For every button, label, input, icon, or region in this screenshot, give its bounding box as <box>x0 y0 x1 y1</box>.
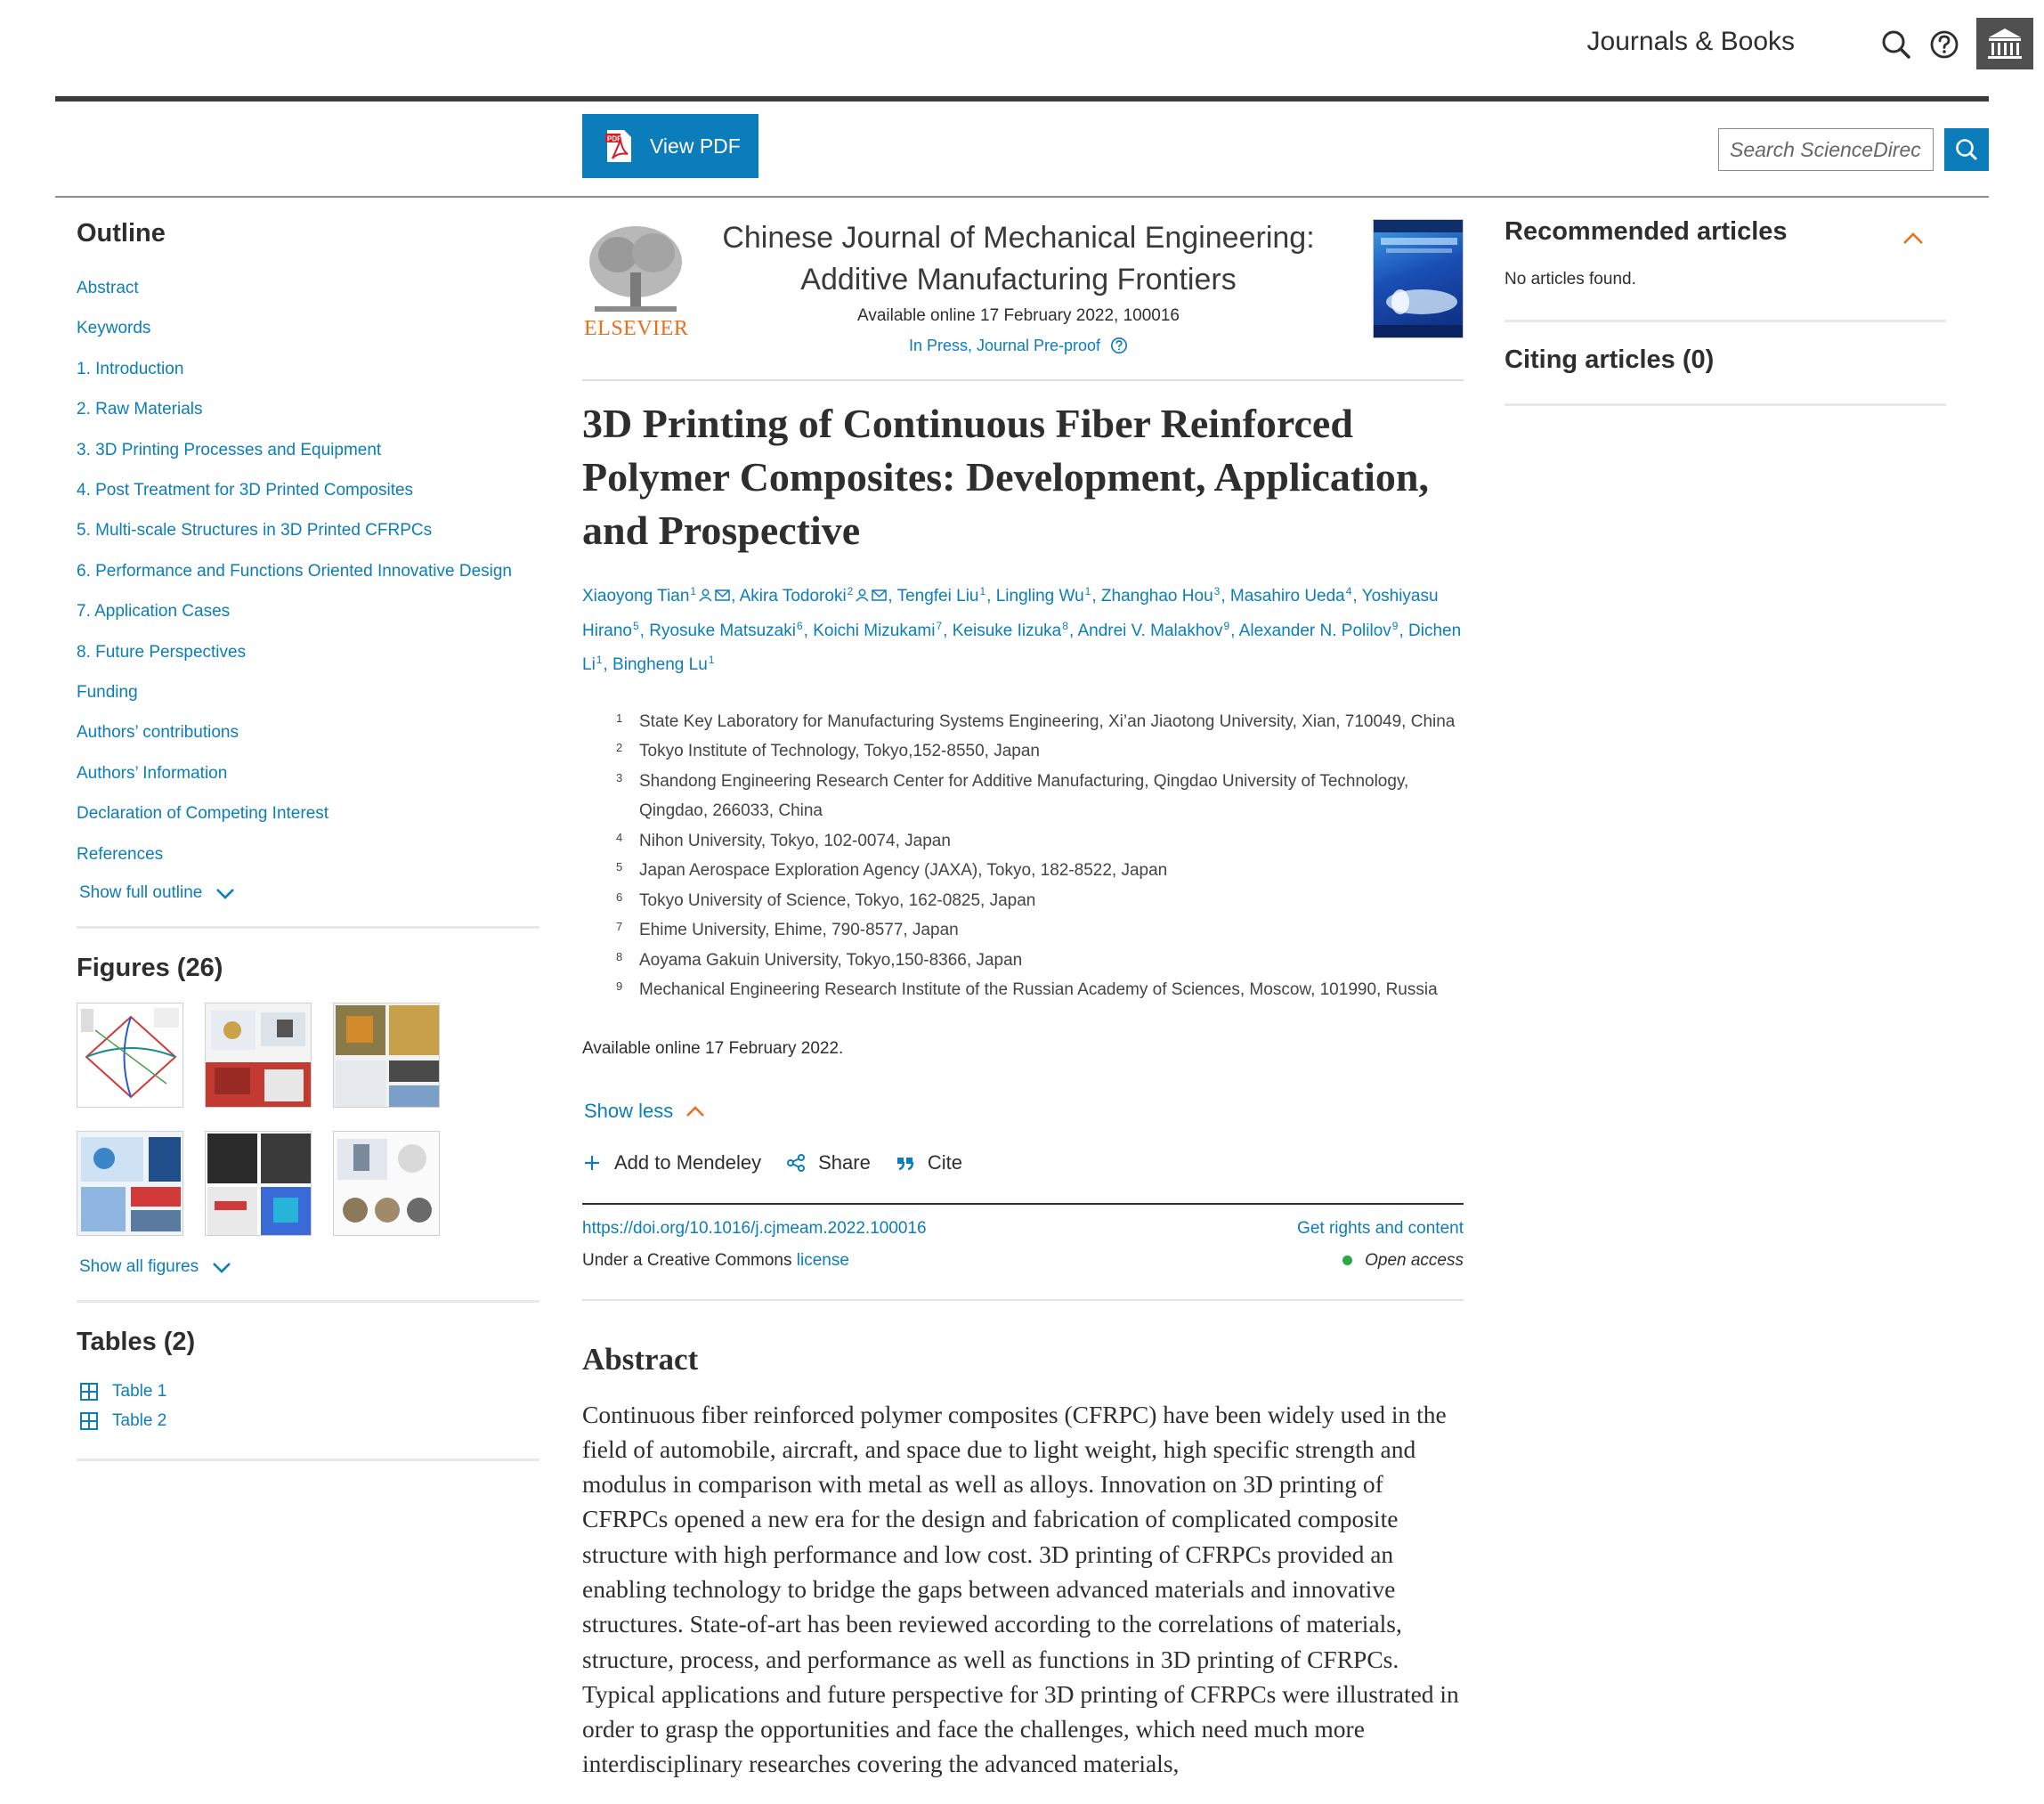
show-less-label: Show less <box>584 1099 674 1122</box>
figure-thumbnail[interactable] <box>333 1131 440 1236</box>
outline-list <box>77 268 539 874</box>
affiliation-ref[interactable]: 5 <box>632 619 639 632</box>
sidebar-divider <box>77 1300 539 1303</box>
abstract-heading: Abstract <box>582 1341 699 1377</box>
show-less-button[interactable] <box>582 1100 1464 1123</box>
institution-button[interactable] <box>1976 18 2033 69</box>
quote-icon <box>896 1153 915 1173</box>
affiliation-item <box>616 856 1464 886</box>
affiliation-number: 2 <box>616 741 623 754</box>
author-link[interactable]: Zhanghao Hou <box>1100 587 1213 605</box>
affiliation-ref[interactable]: 1 <box>690 585 697 597</box>
journal-status-label: In Press, Journal Pre-proof <box>908 337 1101 354</box>
affiliation-text: Mechanical Engineering Research Institute of the Russian Academy of Sciences, Moscow, 101990, Russia <box>639 980 1438 999</box>
open-access-label: Open access <box>1365 1250 1464 1270</box>
svg-text:PDF: PDF <box>607 134 621 143</box>
affiliation-ref[interactable]: 6 <box>796 619 803 632</box>
figure-test-image <box>334 1132 440 1236</box>
author-link[interactable]: Yoshiyasu Hirano <box>582 587 1439 640</box>
author-link[interactable]: Bingheng Lu <box>612 655 708 674</box>
affiliation-item <box>616 886 1464 916</box>
email-icon[interactable] <box>715 589 730 602</box>
journal-title-link[interactable]: Chinese Journal of Mechanical Engineering: Additive Manufacturing Frontiers <box>722 221 1315 297</box>
affiliation-number: 7 <box>616 920 623 933</box>
affiliation-text: Nihon University, Tokyo, 102-0074, Japan <box>639 831 951 850</box>
article-main <box>582 217 1464 1782</box>
open-access-badge <box>1342 1251 1464 1271</box>
outline-item[interactable]: 4. Post Treatment for 3D Printed Composites <box>77 481 414 500</box>
journal-divider <box>582 379 1464 381</box>
affiliation-number: 5 <box>616 860 623 874</box>
affiliation-text: Aoyama Gakuin University, Tokyo,150-8366, Japan <box>639 950 1023 970</box>
affiliation-list <box>582 707 1464 1005</box>
institution-icon <box>1976 18 2033 69</box>
chevron-up-icon[interactable] <box>1902 232 1925 246</box>
outline-item[interactable]: 7. Application Cases <box>77 602 231 622</box>
author-link[interactable]: Keisuke Iizuka <box>952 621 1062 640</box>
table-link-1[interactable] <box>77 1377 539 1406</box>
table-link-label: Table 1 <box>112 1381 167 1401</box>
header-divider <box>55 96 1989 102</box>
license-statement <box>582 1251 849 1271</box>
affiliation-item <box>616 946 1464 976</box>
doi-row <box>582 1219 1464 1239</box>
outline-item[interactable]: 8. Future Perspectives <box>77 642 247 662</box>
figure-thumbnail[interactable] <box>205 1003 312 1108</box>
figure-thumbnail[interactable] <box>205 1131 312 1236</box>
author-link[interactable]: Xiaoyong Tian <box>582 587 690 605</box>
affiliation-ref[interactable]: 7 <box>936 619 943 632</box>
affiliation-ref[interactable]: 2 <box>847 585 854 597</box>
affiliation-ref[interactable]: 4 <box>1345 585 1352 597</box>
show-full-outline-label: Show full outline <box>79 883 203 903</box>
journal-header <box>582 217 1464 381</box>
outline-item[interactable]: Keywords <box>77 319 151 338</box>
journal-status[interactable] <box>707 337 1330 355</box>
affiliation-text: Ehime University, Ehime, 790-8577, Japan <box>639 921 959 939</box>
affiliation-ref[interactable]: 9 <box>1391 619 1399 632</box>
figure-process-image <box>206 1004 312 1108</box>
outline-item[interactable]: References <box>77 844 164 864</box>
journals-books-link[interactable]: Journals & Books <box>1586 27 1795 56</box>
share-icon <box>786 1153 806 1173</box>
chevron-down-icon <box>211 1260 232 1274</box>
available-online-date: Available online 17 February 2022. <box>582 1038 844 1058</box>
recommended-section <box>1505 217 1946 320</box>
affiliation-ref[interactable]: 9 <box>1223 619 1230 632</box>
table-link-2[interactable] <box>77 1406 539 1435</box>
outline-item[interactable]: Authors’ contributions <box>77 723 239 743</box>
affiliation-item <box>616 915 1464 946</box>
affiliation-number: 9 <box>616 979 623 993</box>
affiliation-number: 4 <box>616 830 623 844</box>
outline-item[interactable]: Abstract <box>77 279 139 297</box>
chevron-down-icon <box>215 886 236 900</box>
outline-item[interactable]: Authors’ Information <box>77 763 228 783</box>
affiliation-text: Shandong Engineering Research Center for Additive Manufacturing, Qingdao University of Technology, Qingdao, 266033, China <box>639 771 1409 820</box>
doi-link[interactable]: https://doi.org/10.1016/j.cjmeam.2022.100016 <box>582 1218 927 1238</box>
pdf-icon <box>605 129 632 163</box>
search-submit-button[interactable] <box>1944 128 1989 171</box>
citing-section <box>1505 322 1946 403</box>
affiliation-item <box>616 707 1464 737</box>
plus-icon <box>582 1153 602 1173</box>
search-sciencedirect-input[interactable] <box>1718 128 1934 171</box>
affiliation-text: Japan Aerospace Exploration Agency (JAXA), Tokyo, 182-8522, Japan <box>639 861 1168 880</box>
author-link[interactable]: Ryosuke Matsuzaki <box>649 621 796 640</box>
outline-item[interactable]: 2. Raw Materials <box>77 400 203 419</box>
show-all-figures-button[interactable] <box>77 1257 539 1277</box>
chevron-up-icon <box>685 1105 705 1117</box>
toolbar-divider <box>55 196 1989 198</box>
show-all-figures-label: Show all figures <box>79 1257 199 1277</box>
license-row <box>582 1251 1464 1271</box>
affiliation-number: 6 <box>616 890 623 904</box>
outline-item[interactable]: 6. Performance and Functions Oriented Innovative Design <box>77 561 512 581</box>
article-actions <box>582 1150 1464 1176</box>
author-link[interactable]: Tengfei Liu <box>896 587 979 605</box>
affiliation-item <box>616 826 1464 857</box>
actions-divider <box>582 1203 1464 1205</box>
outline-item[interactable]: 3. 3D Printing Processes and Equipment <box>77 440 382 459</box>
author-link[interactable]: Andrei V. Malakhov <box>1077 621 1223 640</box>
add-to-mendeley-button[interactable] <box>582 1151 761 1174</box>
license-link[interactable]: license <box>796 1250 849 1270</box>
share-label: Share <box>818 1150 871 1174</box>
table-link-label: Table 2 <box>112 1410 167 1430</box>
outline-item[interactable]: Funding <box>77 683 138 703</box>
add-to-mendeley-label: Add to Mendeley <box>614 1150 762 1174</box>
outline-heading: Outline <box>77 219 166 248</box>
help-icon[interactable] <box>1925 25 1964 64</box>
citing-articles-heading[interactable]: Citing articles (0) <box>1505 345 1715 374</box>
table-icon <box>80 1412 98 1430</box>
affiliation-text: Tokyo University of Science, Tokyo, 162-0825, Japan <box>639 890 1036 910</box>
affiliation-ref[interactable]: 1 <box>1084 585 1091 597</box>
affiliation-item <box>616 767 1464 826</box>
search-icon[interactable] <box>1877 25 1916 64</box>
view-pdf-label: View PDF <box>650 134 741 158</box>
article-sidebar <box>77 219 539 1486</box>
no-articles-message: No articles found. <box>1505 270 1636 288</box>
author-list: Xiaoyong Tian$^1$ , Akira Todoroki$^2$ , Tengfei Liu$^1$, Lingling Wu$^1$, Zhanghao Hou$^3$, Masahiro Ueda$^4$, Yoshiyasu Hirano$^5$, Ryosuke Matsuzaki$^6$, Koichi Mizukami$^7$, Keisuke Iizuka$^8$, Andrei V. Malakhov$^9$, Alexander N. Polilov$^9$, Dichen Li$^1$, Bingheng Lu$^1$ <box>582 585 1462 674</box>
figures-thumbnail-grid <box>77 1003 539 1236</box>
publisher-wordmark: ELSEVIER <box>584 317 689 340</box>
top-navigation-bar <box>0 0 2044 93</box>
affiliation-ref[interactable]: 1 <box>979 585 986 597</box>
journal-cover-art <box>1374 220 1464 338</box>
sidebar-divider <box>77 926 539 929</box>
search-icon <box>1944 128 1989 171</box>
author-link[interactable]: Masahiro Ueda <box>1229 587 1345 605</box>
figure-diagram-image <box>77 1004 183 1108</box>
affiliation-item <box>616 736 1464 767</box>
figure-thumbnail[interactable] <box>77 1131 183 1236</box>
sidebar-divider <box>77 1459 539 1461</box>
share-button[interactable] <box>786 1151 871 1174</box>
affiliation-text: Tokyo Institute of Technology, Tokyo,152-8550, Japan <box>639 742 1040 760</box>
figure-photo-image <box>334 1004 440 1108</box>
affiliation-ref[interactable]: 1 <box>596 654 603 666</box>
right-divider <box>1505 403 1946 406</box>
tables-heading: Tables (2) <box>77 1328 196 1357</box>
affiliation-number: 1 <box>616 711 623 725</box>
outline-item[interactable]: 5. Multi-scale Structures in 3D Printed CFRPCs <box>77 521 433 540</box>
doi-divider <box>582 1299 1464 1301</box>
affiliation-item <box>616 975 1464 1005</box>
figures-heading: Figures (26) <box>77 954 223 983</box>
related-articles-panel <box>1505 217 1946 406</box>
email-icon[interactable] <box>872 589 887 602</box>
journal-availability: Available online 17 February 2022, 100016 <box>857 306 1180 325</box>
figure-microscopy-image <box>206 1132 312 1236</box>
article-title: 3D Printing of Continuous Fiber Reinforced Polymer Composites: Development, Application, and Prospective <box>582 401 1430 553</box>
affiliation-text: State Key Laboratory for Manufacturing Systems Engineering, Xi’an Jiaotong University, Xian, 710049, China <box>639 711 1456 731</box>
cite-button[interactable] <box>896 1151 962 1174</box>
table-icon <box>80 1383 98 1401</box>
figure-thumbnail[interactable] <box>77 1003 183 1108</box>
affiliation-ref[interactable]: 8 <box>1062 619 1068 632</box>
recommended-articles-heading[interactable]: Recommended articles <box>1505 217 1788 246</box>
journal-cover-image[interactable] <box>1373 219 1464 338</box>
view-pdf-button[interactable] <box>582 114 758 178</box>
author-link[interactable]: Akira Todoroki <box>739 587 847 605</box>
outline-item[interactable]: Declaration of Competing Interest <box>77 804 329 824</box>
person-icon[interactable] <box>855 589 870 602</box>
author-link[interactable]: Lingling Wu <box>995 587 1084 605</box>
outline-item[interactable]: 1. Introduction <box>77 359 184 378</box>
get-rights-link[interactable]: Get rights and content <box>1297 1218 1464 1238</box>
abstract-text: Continuous fiber reinforced polymer composites (CFRPC) have been widely used in the field of automobile, aircraft, and space due to light weight, high specific strength and modulus in comparison with metal as well as alloys. Innovation on 3D printing of CFRPCs opened a new era for the design and fabrication of complicated composite structure with high performance and low cost. 3D printing of CFRPCs provided an enabling technology to bridge the gaps between advanced materials and innovative structures. State-of-art has been reviewed according to the correlations of materials, structure, process, and performance as well as functions in 3D printing of CFRPCs. Typical applications and future perspective for 3D printing of CFRPCs were illustrated in order to grasp the opportunities and face the challenges, which need much more interdisciplinary researches covering the advanced materials, <box>582 1400 1459 1778</box>
affiliation-number: 3 <box>616 770 623 784</box>
affiliation-number: 8 <box>616 949 623 963</box>
person-icon[interactable] <box>698 589 713 602</box>
figure-schematic-image <box>77 1132 183 1236</box>
author-link[interactable]: Alexander N. Polilov <box>1238 621 1391 640</box>
author-link[interactable]: Dichen Li <box>582 621 1462 674</box>
affiliation-ref[interactable]: 3 <box>1213 585 1221 597</box>
affiliation-ref[interactable]: 1 <box>708 654 715 666</box>
author-link[interactable]: Koichi Mizukami <box>813 621 936 640</box>
open-access-dot-icon <box>1342 1255 1352 1265</box>
cite-label: Cite <box>927 1150 962 1174</box>
show-full-outline-button[interactable] <box>77 883 539 903</box>
license-prefix: Under a Creative Commons <box>582 1250 797 1270</box>
figure-thumbnail[interactable] <box>333 1003 440 1108</box>
question-circle-icon[interactable] <box>1110 337 1128 354</box>
